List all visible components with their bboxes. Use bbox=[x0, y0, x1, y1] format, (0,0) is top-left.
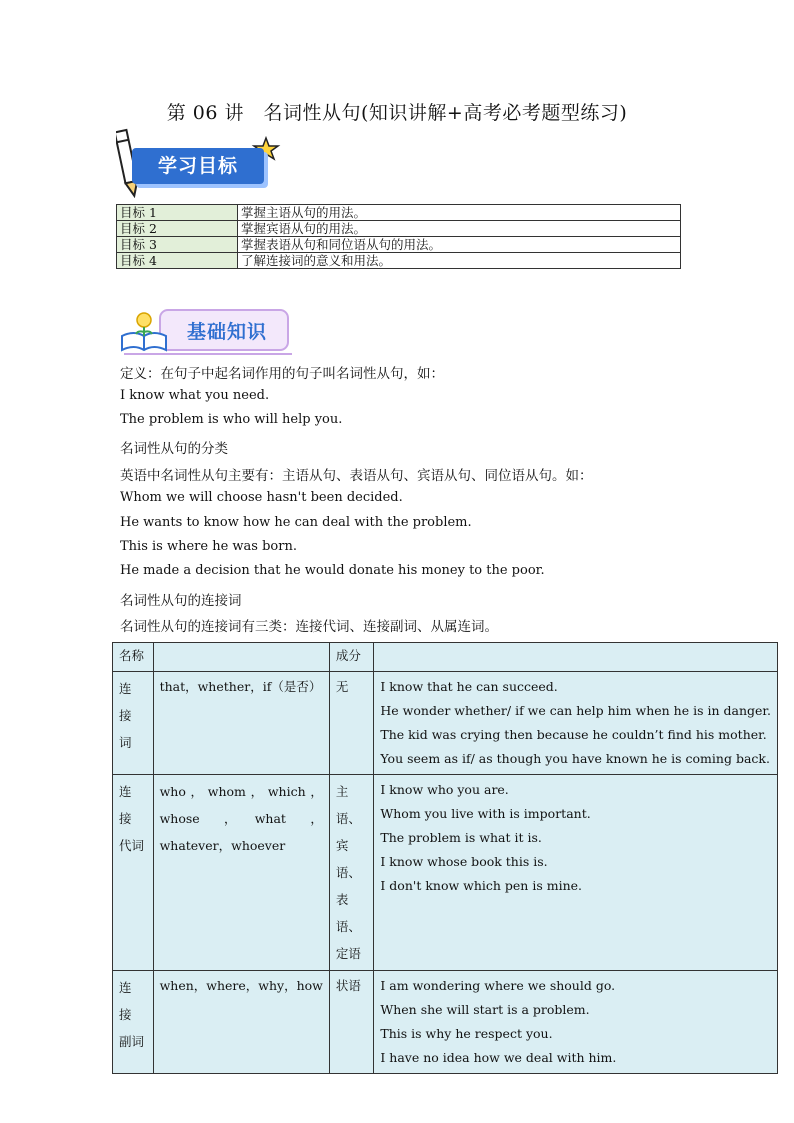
table-row bbox=[113, 672, 778, 775]
example-sentence: I know that he can succeed. bbox=[380, 679, 558, 694]
connector-words: who，whom，which， bbox=[159, 784, 323, 799]
goal-value: 掌握表语从句和同位语从句的用法。 bbox=[238, 237, 681, 253]
section-heading: 名词性从句的连接词 bbox=[120, 593, 242, 609]
connectors-table bbox=[112, 642, 778, 1074]
connector-words: that，whether，if（是否） bbox=[159, 679, 322, 694]
header-cell bbox=[374, 643, 778, 672]
connector-name: 连 接 bbox=[119, 980, 145, 1022]
connector-name: 代词 bbox=[119, 838, 145, 853]
lightbulb-icon bbox=[137, 313, 151, 327]
goal-value: 了解连接词的意义和用法。 bbox=[238, 253, 681, 269]
connector-name-cell bbox=[113, 971, 154, 1074]
example-sentence: He wonder whether/ if we can help him when he is in danger. bbox=[380, 703, 771, 718]
example-sentence: When she will start is a problem. bbox=[380, 1002, 590, 1017]
connector-role: 主语、宾语、 bbox=[335, 784, 361, 880]
connector-words: when，where，why，how bbox=[159, 978, 323, 993]
goal-key: 目标 1 bbox=[117, 205, 238, 221]
header-cell: 成分 bbox=[329, 643, 374, 672]
goal-value: 掌握主语从句的用法。 bbox=[238, 205, 681, 221]
connector-role-cell bbox=[329, 971, 374, 1074]
example-sentence: You seem as if/ as though you have known he is coming back. bbox=[380, 751, 770, 766]
connector-role-cell bbox=[329, 775, 374, 971]
learning-goals-label: 学习目标 bbox=[132, 148, 264, 184]
connector-name: 连 接 bbox=[119, 681, 145, 723]
connector-name-cell bbox=[113, 672, 154, 775]
example-line: This is where he was born. bbox=[120, 539, 297, 554]
example-sentence: I know who you are. bbox=[380, 782, 509, 797]
goal-key: 目标 3 bbox=[117, 237, 238, 253]
example-sentence: I don't know which pen is mine. bbox=[380, 878, 582, 893]
example-sentence: I know whose book this is. bbox=[380, 854, 548, 869]
connector-examples-cell bbox=[374, 672, 778, 775]
connector-role: 状语 bbox=[335, 978, 361, 993]
example-sentence: I have no idea how we deal with him. bbox=[380, 1050, 617, 1065]
connector-name-cell bbox=[113, 775, 154, 971]
connector-role: 无 bbox=[335, 679, 349, 694]
connector-words: whose ， what ， bbox=[159, 811, 323, 826]
example-line: Whom we will choose hasn't been decided. bbox=[120, 490, 403, 505]
definition-line: 定义：在句子中起名词作用的句子叫名词性从句，如： bbox=[120, 366, 444, 382]
connector-examples-cell bbox=[374, 971, 778, 1074]
example-line: He wants to know how he can deal with the problem. bbox=[120, 515, 472, 530]
table-row bbox=[113, 775, 778, 971]
header-cell: 名称 bbox=[113, 643, 154, 672]
header-cell bbox=[153, 643, 329, 672]
connector-examples-cell bbox=[374, 775, 778, 971]
connector-role: 表语、定语 bbox=[335, 892, 361, 961]
classification-line: 英语中名词性从句主要有：主语从句、表语从句、宾语从句、同位语从句。如： bbox=[120, 468, 593, 484]
learning-goals-banner bbox=[116, 126, 286, 198]
example-line: I know what you need. bbox=[120, 388, 270, 403]
example-line: He made a decision that he would donate his money to the poor. bbox=[120, 563, 545, 578]
example-line: The problem is who will help you. bbox=[120, 412, 343, 427]
example-sentence: I am wondering where we should go. bbox=[380, 978, 616, 993]
table-row bbox=[117, 205, 681, 221]
connector-words: whatever，whoever bbox=[159, 838, 286, 853]
goal-key: 目标 2 bbox=[117, 221, 238, 237]
table-row bbox=[117, 253, 681, 269]
goal-value: 掌握宾语从句的用法。 bbox=[238, 221, 681, 237]
table-row bbox=[117, 237, 681, 253]
section-heading: 名词性从句的分类 bbox=[120, 441, 228, 457]
connector-role-cell bbox=[329, 672, 374, 775]
page-title: 第 06 讲 名词性从句(知识讲解+高考必考题型练习) bbox=[166, 102, 628, 124]
table-row bbox=[117, 221, 681, 237]
table-row bbox=[113, 971, 778, 1074]
goal-key: 目标 4 bbox=[117, 253, 238, 269]
connectors-intro-line: 名词性从句的连接词有三类：连接代词、连接副词、从属连词。 bbox=[120, 619, 498, 635]
goals-table bbox=[116, 204, 681, 269]
basic-knowledge-label: 基础知识 bbox=[186, 321, 267, 343]
connector-name: 副词 bbox=[119, 1034, 145, 1049]
connector-name: 词 bbox=[119, 735, 132, 750]
table-header-row bbox=[113, 643, 778, 672]
example-sentence: Whom you live with is important. bbox=[380, 806, 591, 821]
connector-words-cell bbox=[153, 971, 329, 1074]
connector-name: 连 接 bbox=[119, 784, 145, 826]
example-sentence: The kid was crying then because he couldn’t find his mother. bbox=[380, 727, 767, 742]
connector-words-cell bbox=[153, 775, 329, 971]
example-sentence: The problem is what it is. bbox=[380, 830, 542, 845]
connector-words-cell bbox=[153, 672, 329, 775]
example-sentence: This is why he respect you. bbox=[380, 1026, 553, 1041]
basic-knowledge-banner bbox=[116, 306, 296, 358]
